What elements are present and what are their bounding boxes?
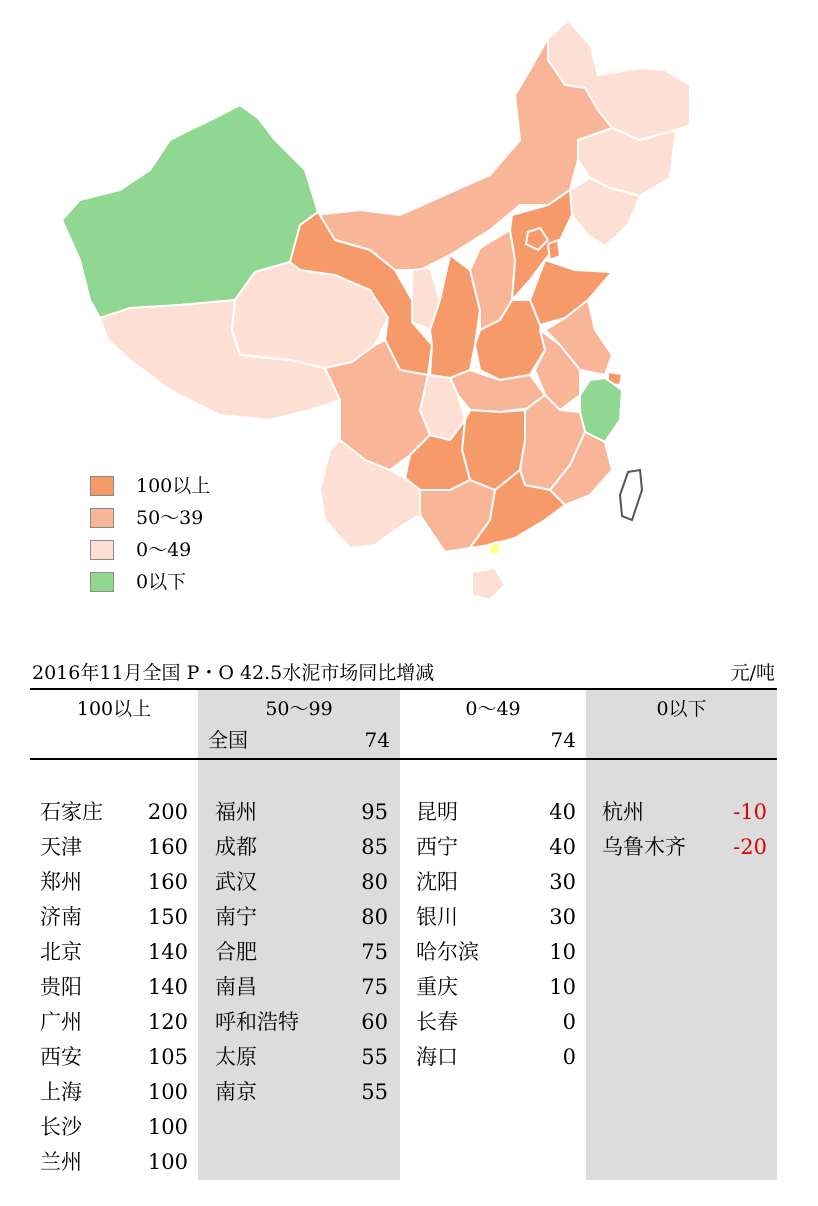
city-name: 长沙 <box>40 1115 82 1139</box>
legend-item-0 <box>90 538 290 562</box>
city-name: 福州 <box>215 800 257 824</box>
price-change-value: 10 <box>549 940 576 964</box>
city-name: 太原 <box>215 1045 257 1069</box>
column-header: 0～49 <box>465 698 521 720</box>
table-row <box>40 935 188 969</box>
table-row <box>40 1005 188 1039</box>
city-name: 成都 <box>215 835 257 859</box>
city-name: 武汉 <box>215 870 257 894</box>
city-name: 乌鲁木齐 <box>602 835 686 859</box>
price-change-value: -20 <box>733 835 767 859</box>
city-name: 哈尔滨 <box>416 940 479 964</box>
price-change-value: 150 <box>147 905 188 929</box>
legend-swatch <box>90 572 114 592</box>
price-change-value: 30 <box>549 870 576 894</box>
table-row <box>215 935 388 969</box>
legend-label: 0～49 <box>136 539 192 561</box>
city-name: 西安 <box>40 1045 82 1069</box>
city-name: 杭州 <box>602 800 644 824</box>
column-total-value: 74 <box>550 728 576 752</box>
city-name: 郑州 <box>40 870 82 894</box>
region-hong-kong <box>488 542 502 556</box>
city-name: 银川 <box>416 905 458 929</box>
table-row <box>416 830 576 864</box>
price-change-value: 10 <box>549 975 576 999</box>
table-row <box>215 1040 388 1074</box>
table-row <box>215 795 388 829</box>
city-name: 广州 <box>40 1010 82 1034</box>
legend-item-negative <box>90 570 290 594</box>
table-row <box>40 830 188 864</box>
price-change-value: 40 <box>549 800 576 824</box>
price-change-value: 160 <box>147 870 188 894</box>
price-change-value: 120 <box>147 1010 188 1034</box>
price-change-value: 75 <box>361 940 388 964</box>
table-title: 2016年11月全国 P・O 42.5水泥市场同比增减 <box>32 662 435 684</box>
table-row <box>40 865 188 899</box>
city-name: 兰州 <box>40 1150 82 1174</box>
price-change-value: 140 <box>147 975 188 999</box>
price-change-value: 100 <box>147 1115 188 1139</box>
price-change-value: 85 <box>361 835 388 859</box>
table-row <box>416 935 576 969</box>
price-change-value: 0 <box>562 1045 576 1069</box>
price-change-value: 55 <box>361 1045 388 1069</box>
legend-swatch <box>90 540 114 560</box>
table-title-row <box>30 658 777 686</box>
legend-swatch <box>90 476 114 496</box>
price-change-value: 95 <box>361 800 388 824</box>
top-rule <box>30 688 777 690</box>
price-change-value: 80 <box>361 870 388 894</box>
region-taiwan <box>620 470 642 520</box>
national-total-label: 全国 <box>208 728 248 752</box>
table-row <box>602 795 767 829</box>
price-change-value: 105 <box>147 1045 188 1069</box>
city-name: 济南 <box>40 905 82 929</box>
table-row <box>602 830 767 864</box>
price-change-value: -10 <box>733 800 767 824</box>
city-name: 贵阳 <box>40 975 82 999</box>
price-change-value: 140 <box>147 940 188 964</box>
legend-item-50 <box>90 506 290 530</box>
price-change-value: 55 <box>361 1080 388 1104</box>
city-name: 北京 <box>40 940 82 964</box>
column-header: 100以上 <box>76 698 152 720</box>
region-hainan <box>472 568 505 600</box>
column-header: 50～99 <box>265 698 333 720</box>
city-name: 西宁 <box>416 835 458 859</box>
price-change-value: 100 <box>147 1080 188 1104</box>
table-row <box>40 1110 188 1144</box>
city-name: 上海 <box>40 1080 82 1104</box>
price-change-value: 30 <box>549 905 576 929</box>
table-row <box>40 1040 188 1074</box>
header-rule <box>30 758 777 760</box>
table-row <box>416 1005 576 1039</box>
table-row <box>416 795 576 829</box>
legend-item-100-plus <box>90 474 290 498</box>
table-row <box>40 1145 188 1179</box>
city-name: 昆明 <box>416 800 458 824</box>
table-row <box>215 1005 388 1039</box>
table-row <box>215 865 388 899</box>
table-row <box>416 865 576 899</box>
legend-label: 100以上 <box>136 475 211 497</box>
price-change-value: 100 <box>147 1150 188 1174</box>
table-row <box>215 970 388 1004</box>
legend-label: 0以下 <box>136 571 187 593</box>
table-unit: 元/吨 <box>730 662 775 684</box>
price-change-value: 40 <box>549 835 576 859</box>
price-change-value: 80 <box>361 905 388 929</box>
table-row <box>40 970 188 1004</box>
city-name: 石家庄 <box>40 800 103 824</box>
table-row <box>416 900 576 934</box>
price-change-value: 75 <box>361 975 388 999</box>
table-row <box>40 795 188 829</box>
price-change-value: 60 <box>361 1010 388 1034</box>
table-row <box>40 900 188 934</box>
city-name: 重庆 <box>416 975 458 999</box>
table-row <box>215 900 388 934</box>
price-change-value: 0 <box>562 1010 576 1034</box>
city-name: 沈阳 <box>416 870 458 894</box>
table-row <box>416 970 576 1004</box>
column-shade-below-0 <box>586 690 777 1180</box>
city-name: 合肥 <box>215 940 257 964</box>
table-row <box>416 1040 576 1074</box>
city-name: 南宁 <box>215 905 257 929</box>
city-name: 南京 <box>215 1080 257 1104</box>
city-name: 天津 <box>40 835 82 859</box>
national-total-value: 74 <box>364 728 390 752</box>
city-name: 海口 <box>416 1045 458 1069</box>
price-change-table <box>30 650 777 1182</box>
city-name: 南昌 <box>215 975 257 999</box>
city-name: 长春 <box>416 1010 458 1034</box>
legend-swatch <box>90 508 114 528</box>
column-header: 0以下 <box>656 698 707 720</box>
price-change-value: 200 <box>147 800 188 824</box>
city-name: 呼和浩特 <box>215 1010 299 1034</box>
legend-label: 50～39 <box>136 507 204 529</box>
table-row <box>40 1075 188 1109</box>
price-change-value: 160 <box>147 835 188 859</box>
table-row <box>215 830 388 864</box>
table-row <box>215 1075 388 1109</box>
region-tianjin <box>548 240 560 260</box>
